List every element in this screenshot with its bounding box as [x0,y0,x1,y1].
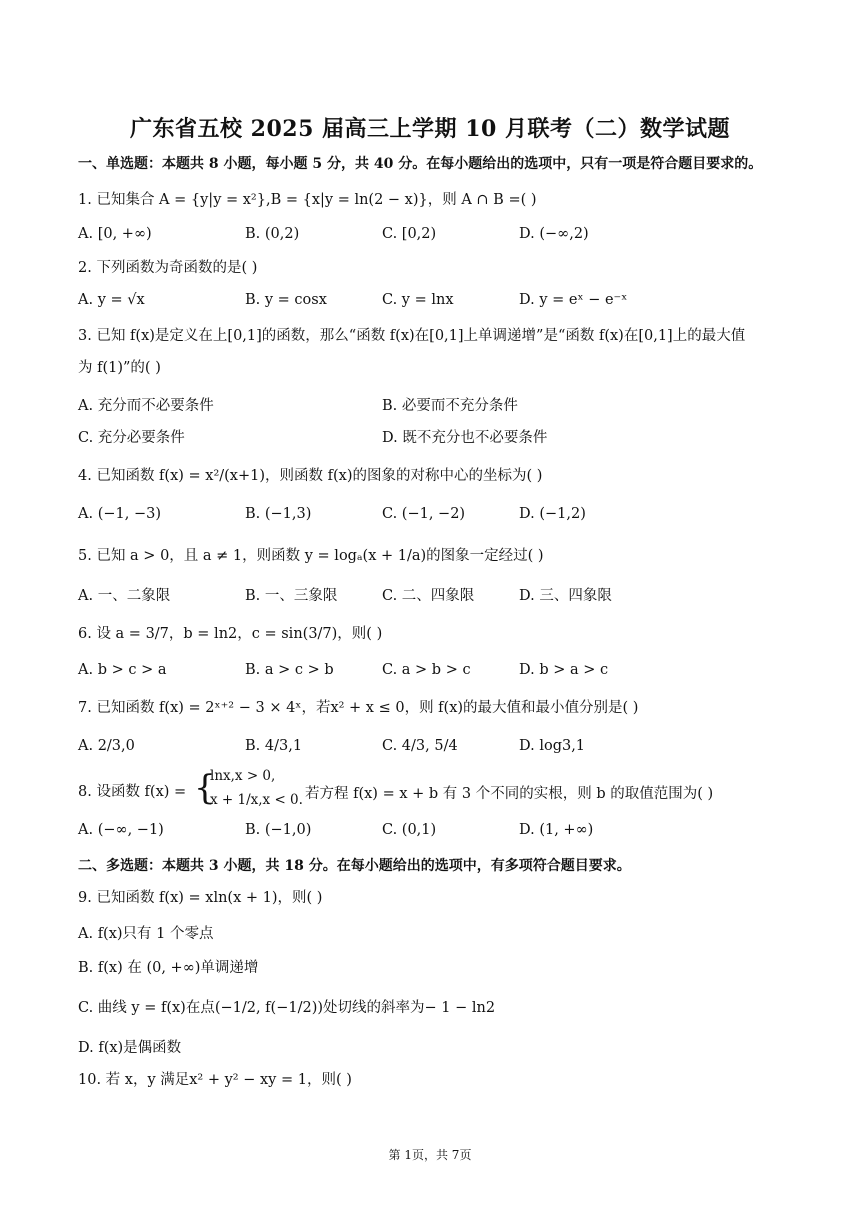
question-1-option-a: A. [0, +∞) [78,226,152,242]
question-4-stem: 4. 已知函数 f(x) = x²/(x+1)，则函数 f(x)的图象的对称中心的坐标为( ) [78,468,543,484]
question-4-option-d: D. (−1,2) [519,506,586,522]
question-9-option-a: A. f(x)只有 1 个零点 [78,926,214,942]
page-title: 广东省五校 2025 届高三上学期 10 月联考（二）数学试题 [130,116,730,142]
question-6-option-c: C. a > b > c [382,662,471,678]
question-7-option-b: B. 4/3,1 [245,738,303,754]
question-1-option-c: C. [0,2) [382,226,437,242]
question-9-option-d: D. f(x)是偶函数 [78,1040,182,1056]
question-4-option-c: C. (−1, −2) [382,506,466,522]
question-6-stem: 6. 设 a = 3/7，b = ln2，c = sin(3/7)，则( ) [78,626,383,642]
question-3-option-c: C. 充分必要条件 [78,430,185,446]
question-3-option-a: A. 充分而不必要条件 [78,398,214,414]
piecewise-brace: { [194,768,216,808]
question-1-option-d: D. (−∞,2) [519,226,589,242]
question-4-option-b: B. (−1,3) [245,506,312,522]
question-10-stem: 10. 若 x，y 满足x² + y² − xy = 1，则( ) [78,1072,352,1088]
question-8-option-d: D. (1, +∞) [519,822,594,838]
question-8-option-b: B. (−1,0) [245,822,312,838]
question-7-option-a: A. 2/3,0 [78,738,135,754]
question-6-option-b: B. a > c > b [245,662,334,678]
question-8-piece-1: lnx,x > 0, [210,768,276,784]
question-8-piece-2: x + 1/x,x < 0. [210,792,303,808]
question-1-option-b: B. (0,2) [245,226,300,242]
page-footer: 第 1页，共 7页 [388,1148,472,1162]
question-2-option-a: A. y = √x [78,292,145,308]
question-5-option-d: D. 三、四象限 [519,588,612,604]
question-5-option-b: B. 一、三象限 [245,588,338,604]
question-7-stem: 7. 已知函数 f(x) = 2ˣ⁺² − 3 × 4ˣ，若x² + x ≤ 0，则 f(x)的最大值和最小值分别是( ) [78,700,639,716]
question-8-option-c: C. (0,1) [382,822,437,838]
question-7-option-d: D. log3,1 [519,738,586,754]
question-5-option-c: C. 二、四象限 [382,588,475,604]
question-8-stem-lead: 8. 设函数 f(x) = [78,784,187,800]
question-8-stem-tail: 若方程 f(x) = x + b 有 3 个不同的实根，则 b 的取值范围为( ) [305,786,714,802]
question-3-stem-continued: 为 f(1)”的( ) [78,360,161,376]
question-9-option-c: C. 曲线 y = f(x)在点(−1/2, f(−1/2))处切线的斜率为− 1 − ln2 [78,1000,496,1016]
question-9-stem: 9. 已知函数 f(x) = xln(x + 1)，则( ) [78,890,323,906]
question-2-option-d: D. y = eˣ − e⁻ˣ [519,292,628,308]
question-3-stem: 3. 已知 f(x)是定义在上[0,1]的函数，那么“函数 f(x)在[0,1]上单调递增”是“函数 f(x)在[0,1]上的最大值 [78,328,746,344]
question-3-option-d: D. 既不充分也不必要条件 [382,430,548,446]
question-6-option-a: A. b > c > a [78,662,167,678]
question-2-option-b: B. y = cosx [245,292,327,308]
question-8-option-a: A. (−∞, −1) [78,822,164,838]
section-1-heading: 一、单选题：本题共 8 小题，每小题 5 分，共 40 分。在每小题给出的选项中，只有一项是符合题目要求的。 [78,156,763,172]
question-2-option-c: C. y = lnx [382,292,454,308]
question-4-option-a: A. (−1, −3) [78,506,161,522]
section-2-heading: 二、多选题：本题共 3 小题，共 18 分。在每小题给出的选项中，有多项符合题目要求。 [78,858,631,874]
question-6-option-d: D. b > a > c [519,662,609,678]
question-9-option-b: B. f(x) 在 (0, +∞)单调递增 [78,960,259,976]
question-5-option-a: A. 一、二象限 [78,588,171,604]
question-2-stem: 2. 下列函数为奇函数的是( ) [78,260,258,276]
question-1-stem: 1. 已知集合 A = {y|y = x²},B = {x|y = ln(2 − x)}，则 A ∩ B =( ) [78,192,537,208]
question-5-stem: 5. 已知 a > 0，且 a ≠ 1，则函数 y = logₐ(x + 1/a)的图象一定经过( ) [78,548,544,564]
question-3-option-b: B. 必要而不充分条件 [382,398,518,414]
question-7-option-c: C. 4/3, 5/4 [382,738,458,754]
